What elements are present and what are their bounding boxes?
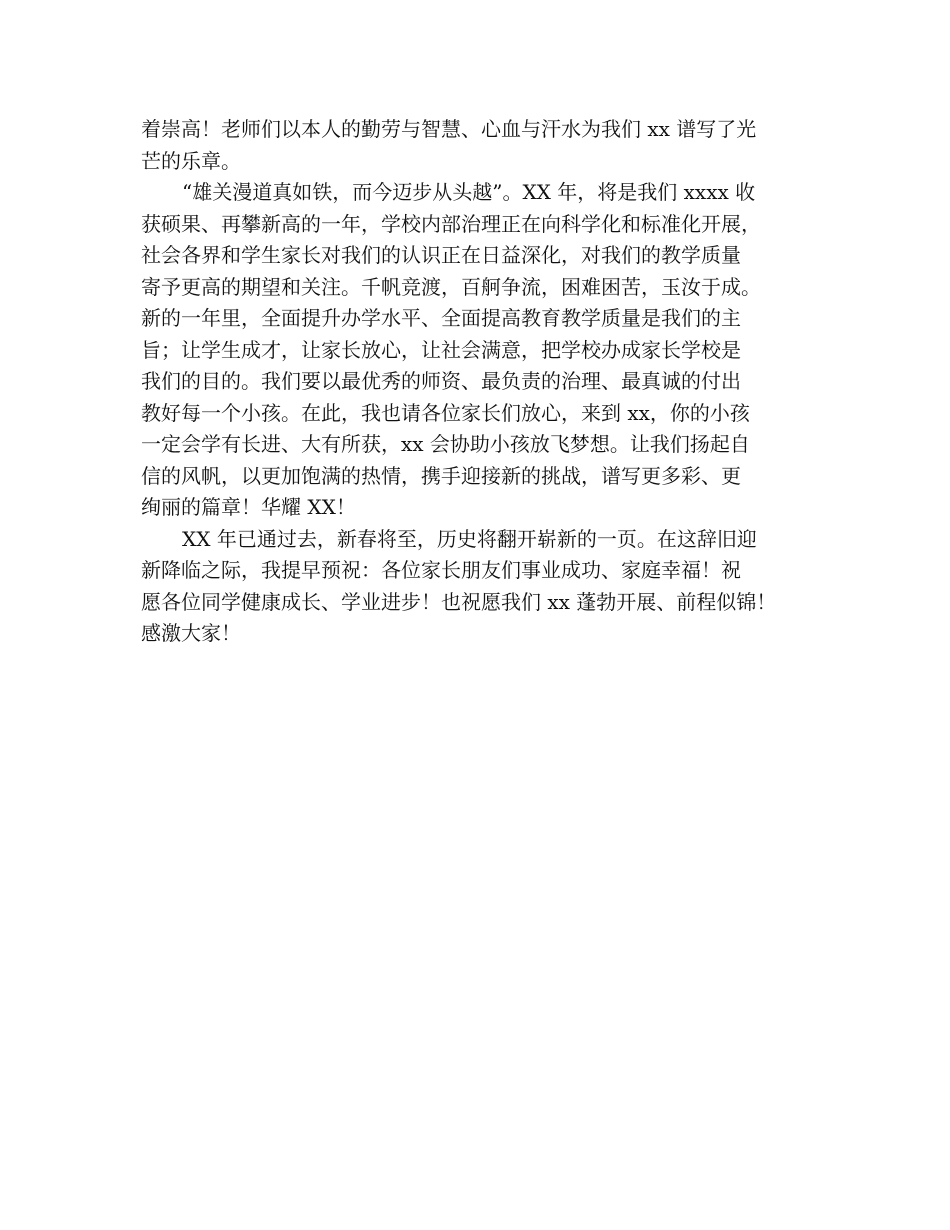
text-line: “雄关漫道真如铁，而今迈步从头越”。XX 年，将是我们 xxxx 收: [182, 180, 756, 204]
document-body: [141, 114, 841, 650]
paragraph-2: [141, 177, 841, 524]
text-line: 新的一年里，全面提升办学水平、全面提高教育教学质量是我们的主: [141, 306, 741, 330]
text-line: XX 年已通过去，新春将至，历史将翻开崭新的一页。在这辞旧迎: [182, 526, 757, 551]
text-line: 教好每一个小孩。在此，我也请各位家长们放心，来到 xx，你的小孩: [141, 400, 750, 425]
text-line: 信的风帆，以更加饱满的热情，携手迎接新的挑战，谱写更多彩、更: [141, 463, 741, 488]
text-line: 社会各界和学生家长对我们的认识正在日益深化，对我们的教学质量: [141, 243, 741, 267]
paragraph-1: [141, 114, 841, 177]
paragraph-3: [141, 524, 841, 650]
text-line: 获硕果、再攀新高的一年，学校内部治理正在向科学化和标准化开展，: [141, 211, 761, 236]
text-line: 旨；让学生成才，让家长放心，让社会满意，把学校办成家长学校是: [141, 337, 741, 362]
text-line: 感激大家！: [141, 621, 241, 645]
text-line: 寄予更高的期望和关注。千帆竞渡，百舸争流，困难困苦，玉汝于成。: [141, 274, 761, 299]
text-line: 新降临之际，我提早预祝：各位家长朋友们事业成功、家庭幸福！祝: [141, 558, 741, 582]
text-line: 我们的目的。我们要以最优秀的师资、最负责的治理、最真诚的付出: [141, 369, 741, 393]
text-line: 绚丽的篇章！华耀 XX！: [141, 495, 356, 519]
text-line: 芒的乐章。: [141, 148, 241, 173]
text-line: 一定会学有长进、大有所获，xx 会协助小孩放飞梦想。让我们扬起自: [141, 432, 750, 456]
text-line: 愿各位同学健康成长、学业进步！也祝愿我们 xx 蓬勃开展、前程似锦！: [141, 589, 777, 614]
text-line: 着崇高！老师们以本人的勤劳与智慧、心血与汗水为我们 xx 谱写了光: [141, 117, 757, 141]
